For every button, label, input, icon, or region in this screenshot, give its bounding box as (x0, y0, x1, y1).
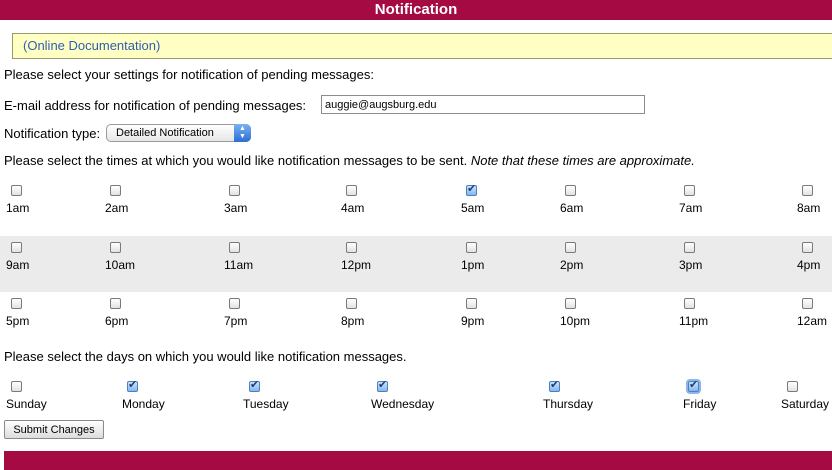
time-option[interactable] (797, 185, 832, 219)
time-checkbox[interactable] (229, 242, 240, 253)
time-option[interactable] (461, 242, 526, 276)
time-label: 10pm (560, 314, 591, 328)
online-documentation-link[interactable]: (Online Documentation) (23, 38, 161, 53)
time-checkbox[interactable] (802, 242, 813, 253)
time-label: 5pm (6, 314, 30, 328)
time-checkbox[interactable] (110, 242, 121, 253)
time-option[interactable] (560, 242, 625, 276)
day-label: Friday (683, 397, 717, 411)
time-label: 10am (105, 258, 136, 272)
submit-changes-button[interactable]: Submit Changes (4, 420, 104, 439)
day-option[interactable] (122, 381, 217, 415)
time-checkbox[interactable] (565, 298, 576, 309)
day-option[interactable] (243, 381, 339, 415)
times-prompt-text: Please select the times at which you would like notification messages to be sent. (4, 153, 468, 168)
time-label: 3pm (679, 258, 703, 272)
time-checkbox[interactable] (684, 242, 695, 253)
time-label: 9am (6, 258, 30, 272)
time-option[interactable] (679, 242, 744, 276)
time-option[interactable] (461, 298, 526, 332)
time-option[interactable] (341, 185, 406, 219)
time-option[interactable] (6, 242, 71, 276)
day-checkbox[interactable] (688, 381, 699, 392)
time-label: 11pm (679, 314, 709, 328)
day-label: Saturday (781, 397, 830, 411)
time-option[interactable] (560, 185, 625, 219)
time-option[interactable] (461, 185, 526, 219)
time-checkbox[interactable] (802, 298, 813, 309)
time-label: 8pm (341, 314, 365, 328)
page-title: Notification (374, 1, 458, 18)
time-option[interactable] (797, 298, 832, 332)
time-option[interactable] (105, 298, 170, 332)
time-option[interactable] (679, 185, 744, 219)
time-label: 7am (679, 201, 703, 215)
time-checkbox[interactable] (684, 298, 695, 309)
time-label: 2pm (560, 258, 584, 272)
notification-type-value: Detailed Notification (116, 127, 214, 139)
time-checkbox[interactable] (684, 185, 695, 196)
time-label: 5am (461, 201, 485, 215)
day-option[interactable] (6, 381, 101, 415)
day-checkbox[interactable] (549, 381, 560, 392)
day-option[interactable] (683, 381, 778, 415)
time-label: 6pm (105, 314, 129, 328)
time-checkbox[interactable] (229, 185, 240, 196)
time-checkbox[interactable] (11, 298, 22, 309)
time-option[interactable] (6, 185, 71, 219)
time-option[interactable] (224, 242, 289, 276)
time-option[interactable] (341, 242, 406, 276)
time-checkbox[interactable] (346, 185, 357, 196)
day-label: Thursday (543, 397, 594, 411)
day-checkbox[interactable] (249, 381, 260, 392)
email-field[interactable] (321, 95, 645, 114)
notification-type-label: Notification type: (4, 126, 101, 141)
time-label: 4pm (797, 258, 821, 272)
notification-type-select[interactable] (106, 124, 251, 142)
day-option[interactable] (781, 381, 832, 415)
time-option[interactable] (6, 298, 71, 332)
page-footer-bar (4, 451, 832, 470)
time-option[interactable] (224, 298, 289, 332)
time-option[interactable] (224, 185, 289, 219)
select-arrows-icon: ▲ ▼ (234, 124, 251, 142)
day-label: Monday (122, 397, 165, 411)
day-checkbox[interactable] (377, 381, 388, 392)
day-checkbox[interactable] (787, 381, 798, 392)
time-checkbox[interactable] (802, 185, 813, 196)
time-checkbox[interactable] (11, 242, 22, 253)
day-checkbox[interactable] (11, 381, 22, 392)
time-checkbox[interactable] (466, 298, 477, 309)
time-label: 8am (797, 201, 821, 215)
time-option[interactable] (105, 185, 170, 219)
time-checkbox[interactable] (229, 298, 240, 309)
documentation-bar (12, 33, 832, 59)
time-option[interactable] (341, 298, 406, 332)
time-label: 11am (224, 258, 254, 272)
time-option[interactable] (560, 298, 625, 332)
time-checkbox[interactable] (466, 242, 477, 253)
time-checkbox[interactable] (110, 298, 121, 309)
times-prompt (4, 153, 695, 168)
time-option[interactable] (797, 242, 832, 276)
intro-text: Please select your settings for notification of pending messages: (4, 67, 374, 82)
time-checkbox[interactable] (11, 185, 22, 196)
times-note: Note that these times are approximate. (470, 153, 695, 168)
time-label: 3am (224, 201, 248, 215)
day-option[interactable] (371, 381, 467, 415)
time-checkbox[interactable] (565, 242, 576, 253)
time-checkbox[interactable] (110, 185, 121, 196)
page-header (0, 0, 832, 20)
time-label: 6am (560, 201, 584, 215)
days-prompt: Please select the days on which you would like notification messages. (4, 349, 407, 364)
time-checkbox[interactable] (346, 242, 357, 253)
time-option[interactable] (105, 242, 170, 276)
time-checkbox[interactable] (565, 185, 576, 196)
email-label: E-mail address for notification of pending messages: (4, 98, 307, 113)
day-option[interactable] (543, 381, 639, 415)
day-label: Tuesday (243, 397, 289, 411)
time-option[interactable] (679, 298, 744, 332)
day-label: Wednesday (371, 397, 435, 411)
time-label: 7pm (224, 314, 248, 328)
time-label: 1am (6, 201, 30, 215)
time-label: 2am (105, 201, 129, 215)
time-label: 9pm (461, 314, 485, 328)
time-checkbox[interactable] (466, 185, 477, 196)
time-label: 1pm (461, 258, 485, 272)
time-label: 12pm (341, 258, 372, 272)
time-label: 12am (797, 314, 828, 328)
time-label: 4am (341, 201, 365, 215)
day-label: Sunday (6, 397, 47, 411)
time-checkbox[interactable] (346, 298, 357, 309)
day-checkbox[interactable] (127, 381, 138, 392)
